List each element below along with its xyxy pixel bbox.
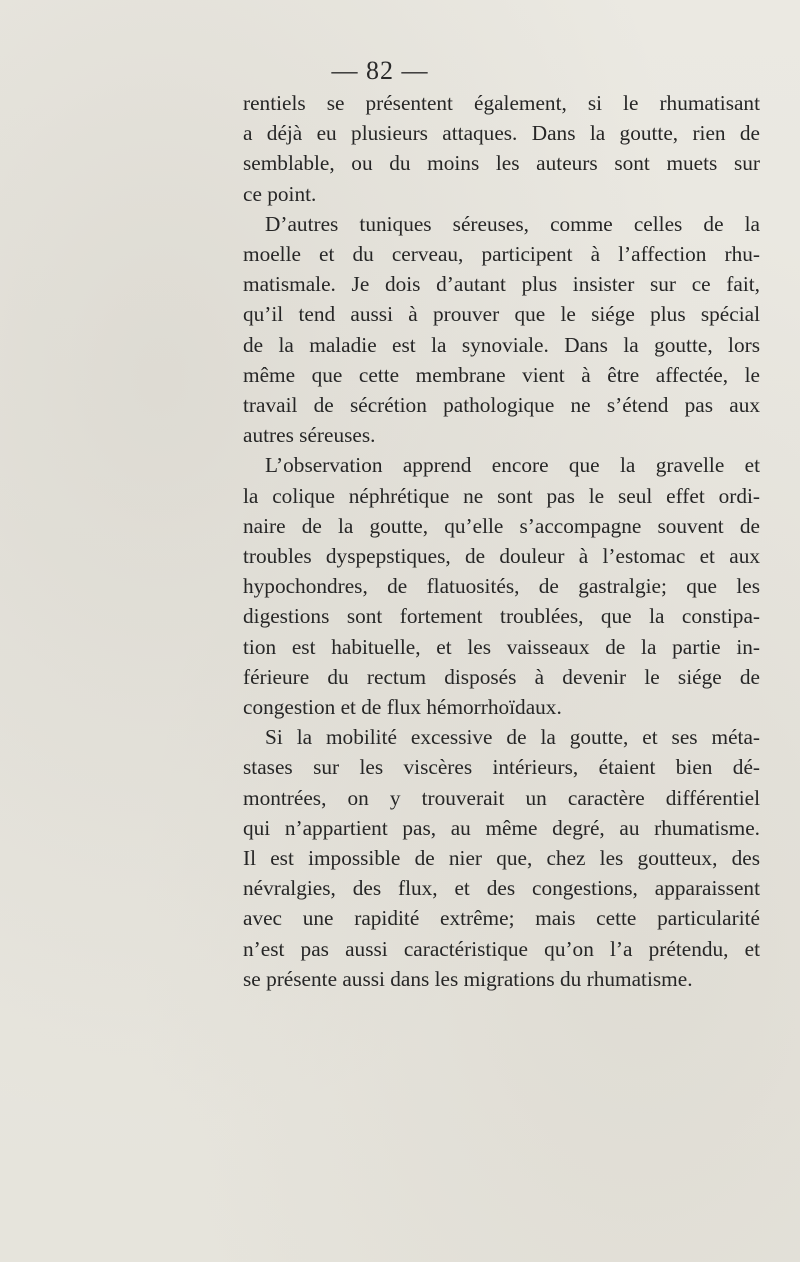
page-number: — 82 — xyxy=(331,56,429,85)
text-line: Si la mobilité excessive de la goutte, et ses méta- xyxy=(265,725,760,750)
text-line: Il est impossible de nier que, chez les goutteux, des xyxy=(243,846,760,871)
text-line: se présente aussi dans les migrations du rhumatisme. xyxy=(243,966,693,991)
text-line: hypochondres, de flatuosités, de gastralgie; que les xyxy=(243,574,760,599)
text-line: rentiels se présentent également, si le rhumatisant xyxy=(243,91,760,115)
text-line: stases sur les viscères intérieurs, étaient bien dé- xyxy=(243,755,760,780)
text-line: férieure du rectum disposés à devenir le siége de xyxy=(243,664,760,689)
text-line: avec une rapidité extrême; mais cette particularité xyxy=(243,906,760,931)
text-line: troubles dyspepstiques, de douleur à l’estomac et aux xyxy=(243,544,760,569)
text-line: même que cette membrane vient à être affectée, le xyxy=(243,362,760,387)
text-line: autres séreuses. xyxy=(243,423,376,448)
text-line: digestions sont fortement troublées, que la constipa- xyxy=(243,604,760,629)
text-line: montrées, on y trouverait un caractère différentiel xyxy=(243,785,760,810)
text-line: de la maladie est la synoviale. Dans la goutte, lors xyxy=(243,332,760,357)
body-text xyxy=(243,88,760,994)
text-line: matismale. Je dois d’autant plus insister sur ce fait, xyxy=(243,272,760,297)
text-line: semblable, ou du moins les auteurs sont muets sur xyxy=(243,151,760,176)
text-line: congestion et de flux hémorrhoïdaux. xyxy=(243,695,562,720)
text-line: a déjà eu plusieurs attaques. Dans la goutte, rien de xyxy=(243,121,760,146)
text-line: travail de sécrétion pathologique ne s’étend pas aux xyxy=(243,393,760,418)
text-line: qu’il tend aussi à prouver que le siége plus spécial xyxy=(243,302,760,327)
text-line: tion est habituelle, et les vaisseaux de la partie in- xyxy=(243,634,760,659)
text-line: névralgies, des flux, et des congestions, apparaissent xyxy=(243,876,760,901)
text-line: L’observation apprend encore que la gravelle et xyxy=(265,453,760,478)
text-line: ce point. xyxy=(243,181,317,206)
text-line: n’est pas aussi caractéristique qu’on l’a prétendu, et xyxy=(243,936,760,961)
text-line: la colique néphrétique ne sont pas le seul effet ordi- xyxy=(243,483,760,508)
text-line: qui n’appartient pas, au même degré, au rhumatisme. xyxy=(243,815,760,840)
text-line: naire de la goutte, qu’elle s’accompagne souvent de xyxy=(243,513,760,538)
text-line: moelle et du cerveau, participent à l’affection rhu- xyxy=(243,242,760,267)
text-line: D’autres tuniques séreuses, comme celles de la xyxy=(265,211,760,236)
